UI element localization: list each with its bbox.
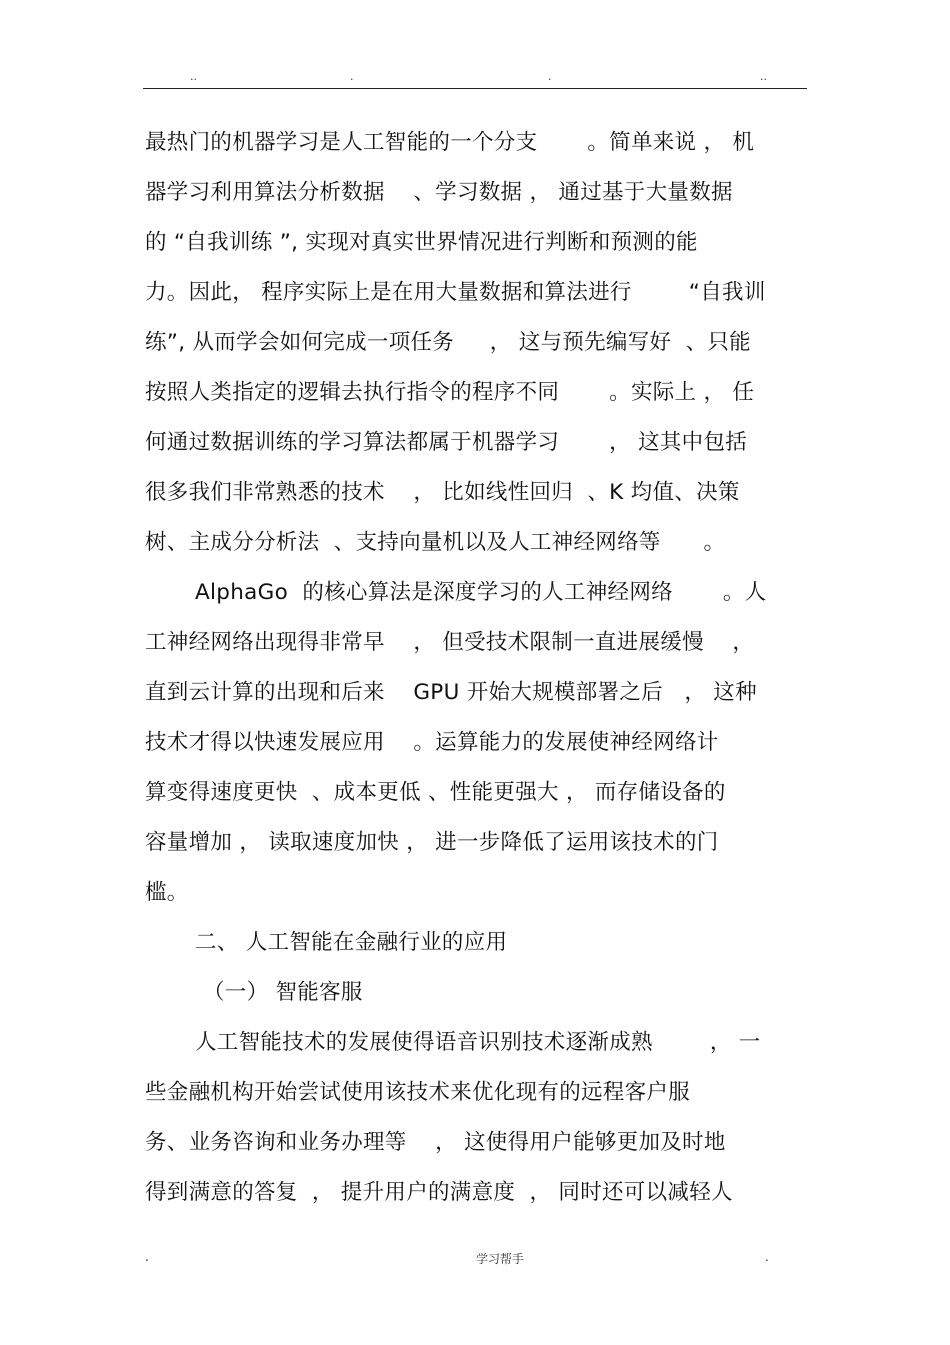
body-line-3: 的 “自我训练 ”, 实现对真实世界情况进行判断和预测的能 — [145, 230, 698, 255]
header-mark-3: . — [548, 70, 552, 83]
header-divider — [143, 88, 807, 89]
footer-left-mark: . — [145, 1250, 149, 1264]
body-line-22: 得到满意的答复 ， 提升用户的满意度 ， 同时还可以减轻人 — [145, 1180, 733, 1205]
body-line-13: 技术才得以快速发展应用 。运算能力的发展使神经网络计 — [145, 730, 719, 755]
body-line-15: 容量增加 ， 读取速度加快 ， 进一步降低了运用该技术的门 — [145, 830, 719, 855]
header-mark-1: .. — [190, 70, 197, 83]
footer-right-mark: . — [765, 1250, 769, 1264]
body-line-14: 算变得速度更快 、成本更低 、性能更强大 ， 而存储设备的 — [145, 780, 726, 805]
body-line-8: 很多我们非常熟悉的技术 ， 比如线性回归 、K 均值、决策 — [145, 480, 740, 505]
body-line-12: 直到云计算的出现和后来 GPU 开始大规模部署之后 ， 这种 — [145, 680, 757, 705]
section-heading: 二、 人工智能在金融行业的应用 — [195, 930, 508, 955]
body-line-5: 练”, 从而学会如何完成一项任务 ， 这与预先编写好 、只能 — [145, 330, 751, 355]
body-line-20: 些金融机构开始尝试使用该技术来优化现有的远程客户服 — [145, 1080, 691, 1105]
header-mark-2: . — [350, 70, 354, 83]
body-line-10: AlphaGo 的核心算法是深度学习的人工神经网络 。人 — [195, 580, 767, 605]
page-header-marks — [0, 70, 950, 86]
footer-text: 学习帮手 — [475, 1252, 524, 1266]
body-line-2: 器学习利用算法分析数据 、学习数据 ， 通过基于大量数据 — [145, 180, 733, 205]
document-body — [145, 118, 805, 1218]
body-line-16: 槛。 — [145, 880, 189, 905]
subsection-heading: （一） 智能客服 — [203, 980, 363, 1005]
body-line-7: 何通过数据训练的学习算法都属于机器学习 ， 这其中包括 — [145, 430, 748, 455]
body-line-6: 按照人类指定的逻辑去执行指令的程序不同 。实际上 ， 任 — [145, 380, 755, 405]
body-line-11: 工神经网络出现得非常早 ， 但受技术限制一直进展缓慢 ， — [145, 630, 755, 655]
body-line-4: 力。因此， 程序实际上是在用大量数据和算法进行 “自我训 — [145, 280, 766, 305]
body-line-19: 人工智能技术的发展使得语音识别技术逐渐成熟 ， 一 — [195, 1030, 761, 1055]
body-line-9: 树、主成分分析法 、支持向量机以及人工神经网络等 。 — [145, 530, 726, 555]
body-line-1: 最热门的机器学习是人工智能的一个分支 。简单来说 ， 机 — [145, 130, 755, 155]
page-footer — [0, 1250, 950, 1270]
header-mark-4: .. — [760, 70, 767, 83]
body-line-21: 务、业务咨询和业务办理等 ， 这使得用户能够更加及时地 — [145, 1130, 726, 1155]
